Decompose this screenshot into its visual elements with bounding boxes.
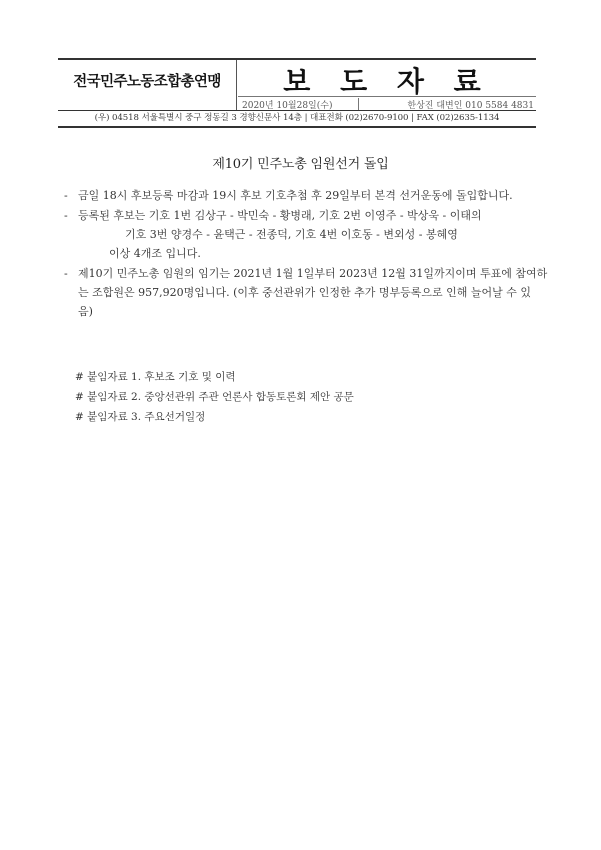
bullet-2-line-2: 기호 3번 양경수 - 윤택근 - 전종덕, 기호 4번 이호동 - 변외성 - 봉혜영 xyxy=(125,228,458,241)
attachment-3: # 붙임자료 3. 주요선거일정 xyxy=(75,411,206,423)
bullet-2 xyxy=(64,206,548,263)
bullet-2-marker: - xyxy=(64,209,68,222)
press-release-header xyxy=(58,58,536,128)
attachment-2: # 붙임자료 2. 중앙선관위 주관 언론사 합동토론회 제안 공문 xyxy=(75,391,354,403)
bullet-1-marker: - xyxy=(64,189,68,202)
attachment-1: # 붙임자료 1. 후보조 기호 및 이력 xyxy=(75,371,236,383)
bullet-3-marker: - xyxy=(64,267,68,280)
bullet-1 xyxy=(64,186,548,205)
address-bar: (우) 04518 서울특별시 중구 정동길 3 경향신문사 14층 | 대표전화 (02)2670-9100 | FAX (02)2635-1134 xyxy=(58,110,536,128)
bullet-2-line-3: 이상 4개조 입니다. xyxy=(109,247,201,260)
header-divider xyxy=(236,60,237,111)
bullet-1-line-1: 금일 18시 후보등록 마감과 19시 후보 기호추첨 후 29일부터 본격 선거운동에 돌입합니다. xyxy=(78,189,513,202)
organization-name: 전국민주노동조합총연맹 xyxy=(73,74,221,90)
bullet-2-line-1: 등록된 후보는 기호 1번 김상구 - 박민숙 - 황병래, 기호 2번 이영주 - 박상욱 - 이태의 xyxy=(78,209,482,222)
bullet-3-line-1: 제10기 민주노총 임원의 임기는 2021년 1월 1일부터 2023년 12월 31일까지이며 투표에 참여하 xyxy=(78,267,548,280)
spokesperson-contact: 한상진 대변인 010 5584 4831 xyxy=(407,101,534,111)
document-type-title: 보 도 자 료 xyxy=(283,65,491,98)
bullet-3-line-3: 음) xyxy=(78,305,93,318)
bullet-3-line-2: 는 조합원은 957,920명입니다. (이후 중선관위가 인정한 추가 명부등록으로 인해 늘어날 수 있 xyxy=(78,286,532,299)
date-contact-line xyxy=(238,96,536,110)
document-title: 제10기 민주노총 임원선거 돌입 xyxy=(212,157,389,172)
release-date: 2020년 10월28일(수) xyxy=(242,101,333,111)
date-contact-divider xyxy=(358,98,359,110)
bullet-3 xyxy=(64,264,548,321)
